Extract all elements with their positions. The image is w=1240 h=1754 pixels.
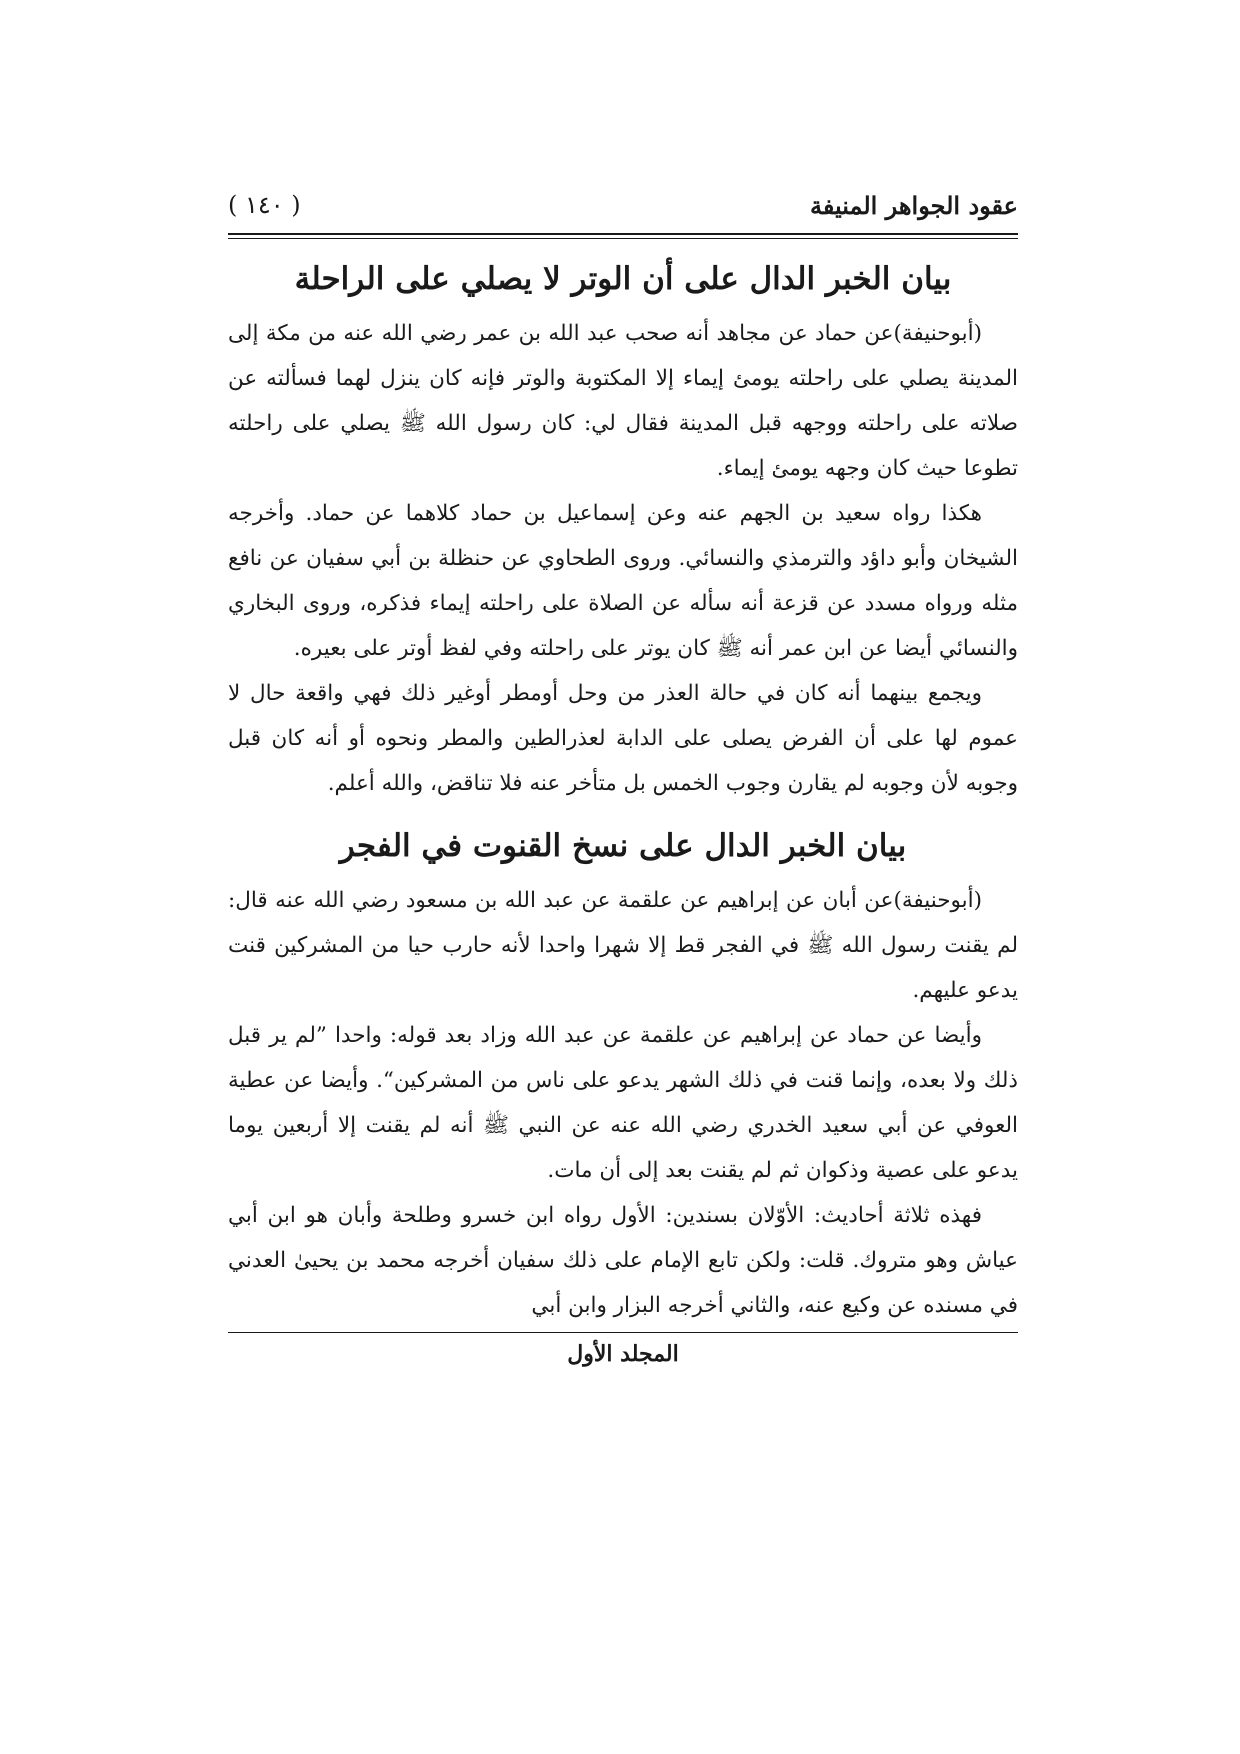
section-title: بيان الخبر الدال على نسخ القنوت في الفجر (339, 828, 907, 864)
section-qunut-abrogation (228, 824, 1018, 1328)
section-title: بيان الخبر الدال على أن الوتر لا يصلي على الراحلة (294, 261, 952, 297)
page-number: ( ١٤٠ ) (228, 191, 301, 219)
section-witr-on-mount (228, 257, 1018, 806)
paragraph: وأيضا عن حماد عن إبراهيم عن علقمة عن عبد الله وزاد بعد قوله: واحدا ”لم ير قبل ذلك ولا بعده، وإنما قنت في ذلك الشهر يدعو على ناس من المشركين“. وأيضا عن عطية العوفي عن أبي سعيد الخدري رضي الله عنه عن النبي ﷺ أنه لم يقنت إلا أربعين يوما يدعو على عصية وذكوان ثم لم يقنت بعد إلى أن مات. (228, 1023, 1018, 1183)
book-title: عقود الجواهر المنيفة (809, 191, 1018, 220)
page-header (228, 185, 1018, 233)
paragraph: ويجمع بينهما أنه كان في حالة العذر من وحل أومطر أوغير ذلك فهي واقعة حال لا عموم لها على أن الفرض يصلى على الدابة لعذرالطين والمطر ونحوه أو أنه كان قبل وجوبه لأن وجوبه لم يقارن وجوب الخمس بل متأخر عنه فلا تناقض، والله أعلم. (228, 681, 1018, 796)
paragraph: (أبوحنيفة)عن حماد عن مجاهد أنه صحب عبد الله بن عمر رضي الله عنه من مكة إلى المدينة يصلي على راحلته يومئ إيماء إلا المكتوبة والوتر فإنه كان ينزل لهما فسألته عن صلاته على راحلته ووجهه قبل المدينة فقال لي: كان رسول الله ﷺ يصلي على راحلته تطوعا حيث كان وجهه يومئ إيماء. (228, 321, 1018, 481)
header-rule (228, 233, 1018, 239)
paragraph: هكذا رواه سعيد بن الجهم عنه وعن إسماعيل بن حماد كلاهما عن حماد. وأخرجه الشيخان وأبو داؤد والترمذي والنسائي. وروى الطحاوي عن حنظلة بن أبي سفيان عن نافع مثله ورواه مسدد عن قزعة أنه سأله عن الصلاة على راحلته إيماء فذكره، وروى البخاري والنسائي أيضا عن ابن عمر أنه ﷺ كان يوتر على راحلته وفي لفظ أوتر على بعيره. (228, 501, 1018, 661)
paragraph: فهذه ثلاثة أحاديث: الأوّلان بسندين: الأول رواه ابن خسرو وطلحة وأبان هو ابن أبي عياش وهو متروك. قلت: ولكن تابع الإمام على ذلك سفيان أخرجه محمد بن يحيىٰ العدني في مسنده عن وكيع عنه، والثاني أخرجه البزار وابن أبي (228, 1203, 1018, 1318)
paragraph: (أبوحنيفة)عن أبان عن إبراهيم عن علقمة عن عبد الله بن مسعود رضي الله عنه قال: لم يقنت رسول الله ﷺ في الفجر قط إلا شهرا واحدا لأنه حارب حيا من المشركين قنت يدعو عليهم. (228, 888, 1018, 1003)
document-page (228, 185, 1018, 1605)
volume-label: المجلد الأول (567, 1341, 679, 1367)
footer-rule (228, 1332, 1018, 1333)
